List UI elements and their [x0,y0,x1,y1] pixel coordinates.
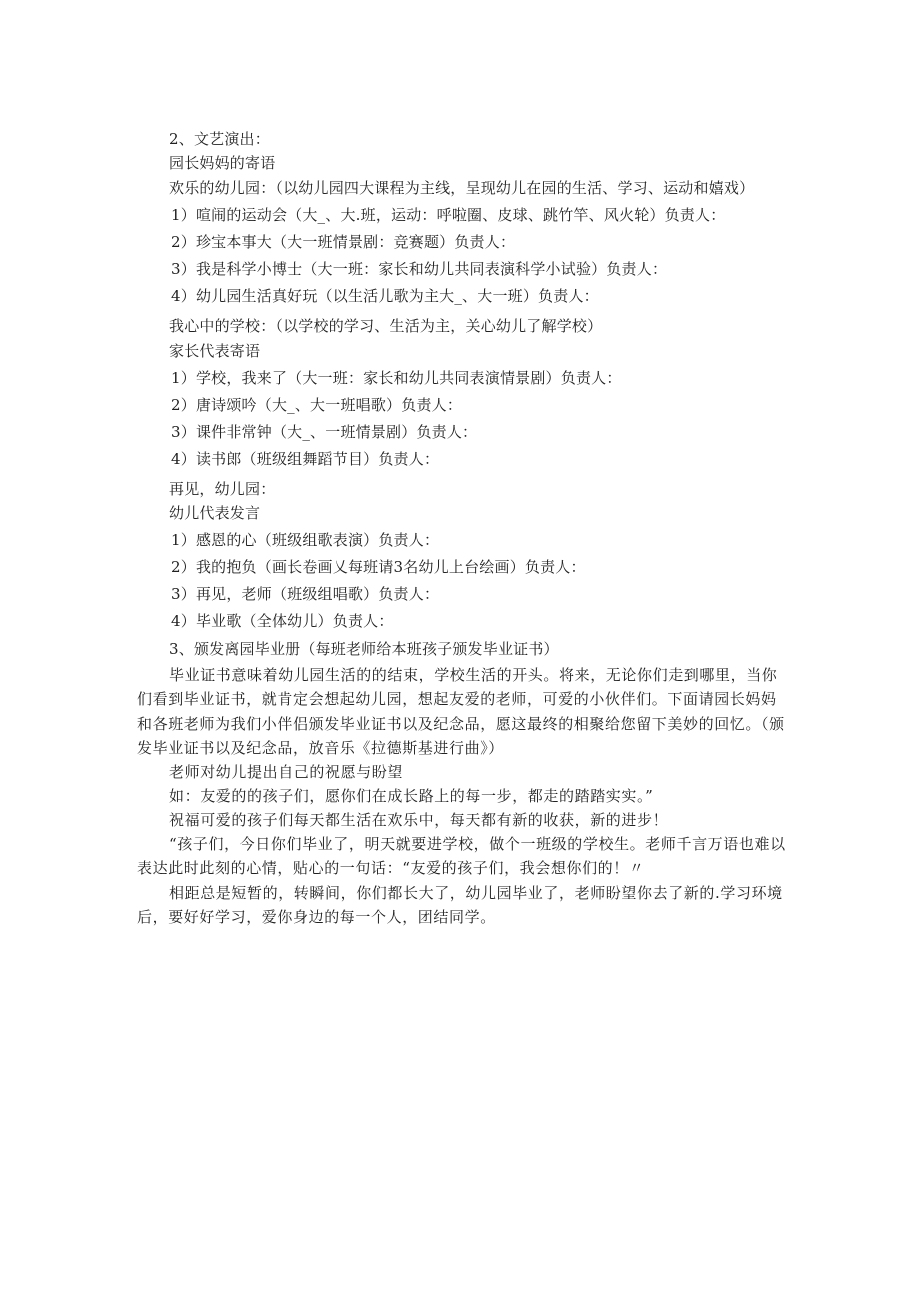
program-item: 4）毕业歌（全体幼儿）负责人： [171,612,394,630]
body-paragraph: 如：友爱的的孩子们，愿你们在成长路上的每一步，都走的踏踏实实。” [169,787,654,805]
part-title: 再见，幼儿园： [169,480,276,498]
body-paragraph: 老师对幼儿提出自己的祝愿与盼望 [169,763,404,781]
principal-speech-line: 园长妈妈的寄语 [169,154,276,172]
part-title: 我心中的学校：（以学校的学习、生活为主，关心幼儿了解学校） [169,317,603,335]
program-item: 4）幼儿园生活真好玩（以生活儿歌为主大_、大一班）负责人： [171,287,599,305]
program-item: 1）感恩的心（班级组歌表演）负责人： [171,531,440,549]
program-item: 3）再见，老师（班级组唱歌）负责人： [171,585,440,603]
program-item: 1）学校，我来了（大一班：家长和幼儿共同表演情景剧）负责人： [171,369,622,387]
program-item: 3）我是科学小博士（大一班：家长和幼儿共同表演科学小试验）负责人： [171,260,668,278]
program-item: 4）读书郎（班级组舞蹈节目）负责人： [171,450,440,468]
body-paragraph: “孩子们，今日你们毕业了，明天就要进学校，做个一班级的学校生。老师千言万语也难以表达此时此刻的心情，贴心的一句话：“友爱的孩子们，我会想你们的！〃 [137,835,786,878]
program-item: 2）唐诗颂吟（大_、大一班唱歌）负责人： [171,396,463,414]
program-item: 3）课件非常钟（大_、一班情景剧）负责人： [171,423,478,441]
child-speech-line: 幼儿代表发言 [169,504,261,522]
program-item: 2）我的抱负（画长卷画乂每班请3名幼儿上台绘画）负责人： [171,558,586,576]
body-paragraph: 祝福可爱的孩子们每天都生活在欢乐中，每天都有新的收获，新的进步！ [169,811,669,829]
part-title: 欢乐的幼儿园：（以幼儿园四大课程为主线，呈现幼儿在园的生活、学习、运动和嬉戏） [169,179,755,197]
section-heading: 3、颁发离园毕业册（每班老师给本班孩子颁发毕业证书） [169,640,559,658]
program-item: 1）喧闹的运动会（大_、大.班，运动：呼啦圈、皮球、跳竹竿、风火轮）负责人： [171,206,726,224]
parent-speech-line: 家长代表寄语 [169,342,261,360]
section-heading: 2、文艺演出： [169,130,270,148]
body-paragraph: 相距总是短暂的，转瞬间，你们都长大了，幼儿园毕业了，老师盼望你去了新的.学习环境后，要好好学习，爱你身边的每一个人，团结同学。 [137,884,783,927]
program-item: 2）珍宝本事大（大一班情景剧：竞赛题）负责人： [171,233,516,251]
body-paragraph: 毕业证书意味着幼儿园生活的的结束，学校生活的开头。将来，无论你们走到哪里，当你们看到毕业证书，就肯定会想起幼儿园，想起友爱的老师，可爱的小伙伴们。下面请园长妈妈和各班老师为我们小伴侣颁发毕业证书以及纪念品，愿这最终的相聚给您留下美妙的回忆。（颁发毕业证书以及纪念品，放音乐《拉德斯基进行曲》） [137,666,785,757]
